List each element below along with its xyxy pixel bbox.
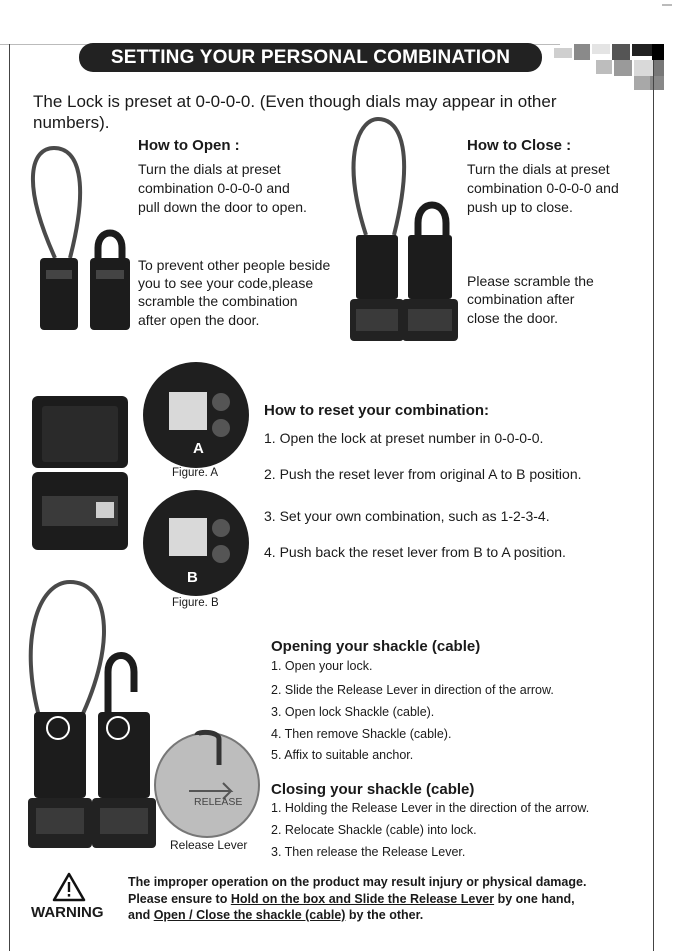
how-to-close-line: Turn the dials at preset <box>467 161 610 177</box>
warning-line-3: and Open / Close the shackle (cable) by the other. <box>128 908 424 922</box>
how-to-open-heading: How to Open : <box>138 137 240 154</box>
warning-label: WARNING <box>31 904 104 921</box>
intro-text: The Lock is preset at 0-0-0-0. (Even though dials may appear in other numbers). <box>33 92 557 132</box>
how-to-open-note: scramble the combination <box>138 293 298 309</box>
closing-shackle-step: 1. Holding the Release Lever in the direction of the arrow. <box>271 801 590 815</box>
release-caption: Release Lever <box>170 838 248 852</box>
small-mark <box>662 4 672 6</box>
how-to-close-line: push up to close. <box>467 199 573 215</box>
how-to-open-note: after open the door. <box>138 312 260 328</box>
how-to-close-note: combination after <box>467 291 575 307</box>
closing-shackle-heading: Closing your shackle (cable) <box>271 781 475 798</box>
figure-b-caption: Figure. B <box>172 597 219 609</box>
figure-b-letter: B <box>187 569 198 586</box>
pixel-mosaic <box>554 44 664 94</box>
frame-right-line <box>653 60 654 951</box>
opening-shackle-step: 5. Affix to suitable anchor. <box>271 748 414 762</box>
how-to-open-line: Turn the dials at preset <box>138 161 281 177</box>
shackle-illustration <box>18 580 163 852</box>
opening-shackle-step: 3. Open lock Shackle (cable). <box>271 705 435 719</box>
opening-shackle-step: 2. Slide the Release Lever in direction of the arrow. <box>271 683 554 697</box>
lock-open-illustration <box>20 140 140 335</box>
how-to-open-note: you to see your code,please <box>138 275 314 291</box>
how-to-open-line: pull down the door to open. <box>138 199 307 215</box>
reset-step: 3. Set your own combination, such as 1-2-3-4. <box>264 508 550 524</box>
closing-shackle-step: 3. Then release the Release Lever. <box>271 845 466 859</box>
how-to-open-line: combination 0-0-0-0 and <box>138 180 290 196</box>
how-to-close-note: Please scramble the <box>467 273 594 289</box>
reset-step: 2. Push the reset lever from original A to B position. <box>264 466 582 482</box>
opening-shackle-heading: Opening your shackle (cable) <box>271 638 481 655</box>
how-to-close-note: close the door. <box>467 310 559 326</box>
warning-emphasis: Hold on the box and Slide the Release Lever <box>230 892 495 906</box>
release-lever-closeup <box>153 731 261 839</box>
frame-left-line <box>9 44 10 951</box>
warning-line-1: The improper operation on the product may result injury or physical damage. <box>128 875 587 889</box>
warning-emphasis: Open / Close the shackle (cable) <box>153 908 346 922</box>
warning-line-2: Please ensure to Hold on the box and Slide the Release Lever by one hand, <box>128 892 575 906</box>
lock-close-illustration <box>340 115 465 343</box>
opening-shackle-step: 4. Then remove Shackle (cable). <box>271 727 452 741</box>
warning-icon <box>52 872 86 902</box>
how-to-close-line: combination 0-0-0-0 and <box>467 180 619 196</box>
reset-step: 1. Open the lock at preset number in 0-0-0-0. <box>264 430 544 446</box>
how-to-open-note: To prevent other people beside <box>138 257 331 273</box>
figure-a-letter: A <box>193 440 204 457</box>
how-to-close-heading: How to Close : <box>467 137 572 154</box>
page-title: SETTING YOUR PERSONAL COMBINATION <box>79 43 542 72</box>
release-label: RELEASE <box>194 796 243 808</box>
figure-a-caption: Figure. A <box>172 467 219 479</box>
lockbox-interior-illustration <box>30 396 130 552</box>
closing-shackle-step: 2. Relocate Shackle (cable) into lock. <box>271 823 477 837</box>
reset-heading: How to reset your combination: <box>264 402 490 419</box>
reset-step: 4. Push back the reset lever from B to A position. <box>264 544 566 560</box>
opening-shackle-step: 1. Open your lock. <box>271 659 373 673</box>
